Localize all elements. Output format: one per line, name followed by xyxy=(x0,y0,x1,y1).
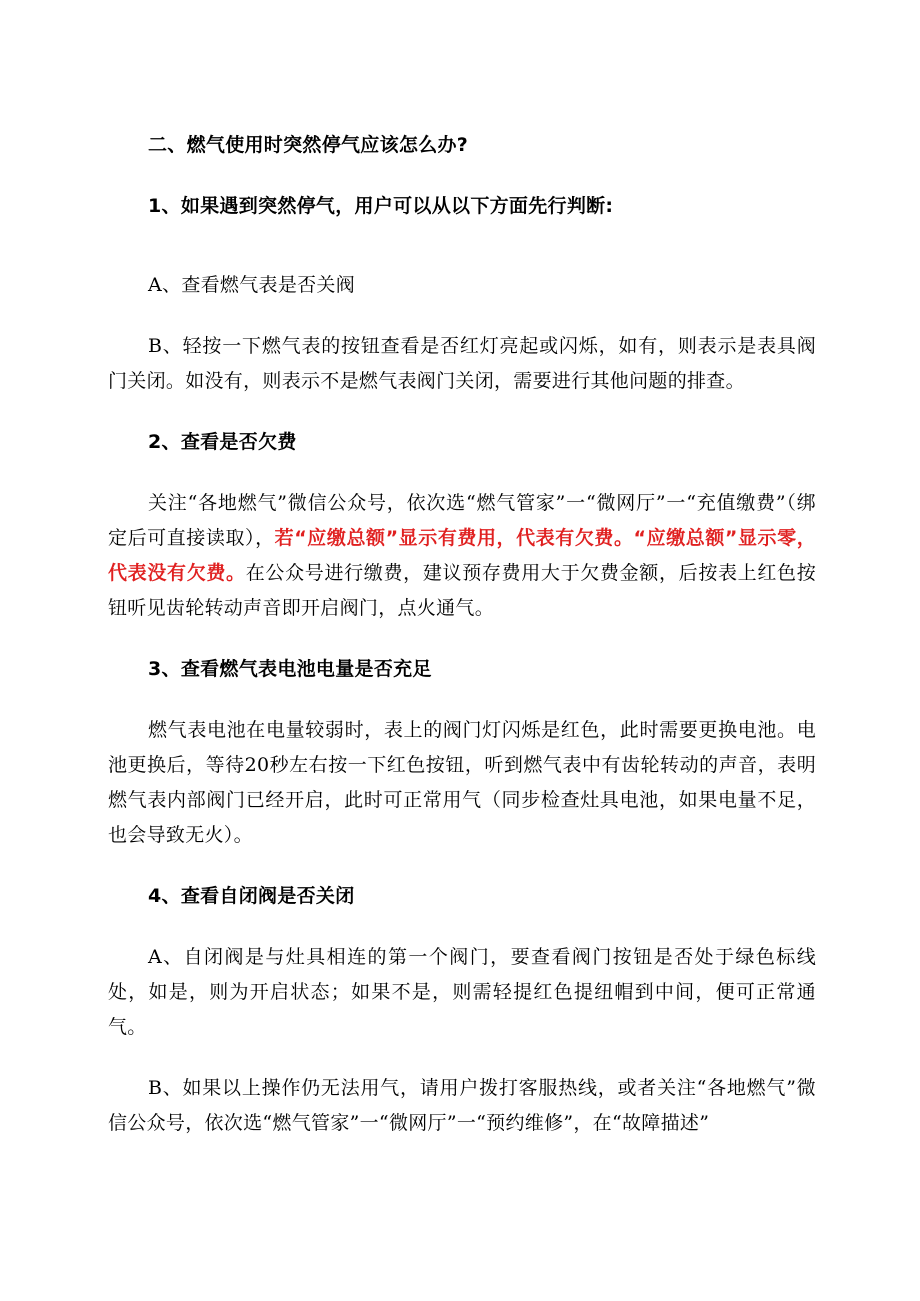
paragraph-2-text-start: 关注“各地燃气”微信公众号，依次选“燃气管家”一“微网厅”一“充值缴费”（绑定后可直接读取）， xyxy=(108,492,816,549)
subheading-4: 4、查看自闭阀是否关闭 xyxy=(148,885,355,907)
subheading-1: 1、如果遇到突然停气，用户可以从以下方面先行判断: xyxy=(148,195,614,217)
paragraph-1b: B、轻按一下燃气表的按钮查看是否红灯亮起或闪烁，如有，则表示是表具阀门关闭。如没有，则表示不是燃气表阀门关闭，需要进行其他问题的排查。 xyxy=(108,335,816,392)
section-heading: 二、燃气使用时突然停气应该怎么办? xyxy=(148,134,469,156)
document-body xyxy=(108,128,816,1167)
paragraph-2-text-end: 在公众号进行缴费，建议预存费用大于欠费金额，后按表上红色按钮听见齿轮转动声音即开启阀门，点火通气。 xyxy=(108,562,817,619)
paragraph-4a: A、自闭阀是与灶具相连的第一个阀门，要查看阀门按钮是否处于绿色标线处，如是，则为开启状态；如果不是，则需轻提红色提纽帽到中间，便可正常通气。 xyxy=(108,946,816,1038)
paragraph-3: 燃气表电池在电量较弱时，表上的阀门灯闪烁是红色，此时需要更换电池。电池更换后，等待20秒左右按一下红色按钮，听到燃气表中有齿轮转动的声音，表明燃气表内部阀门已经开启，此时可正常用气（同步检查灶具电池，如果电量不足，也会导致无火）。 xyxy=(108,719,816,846)
paragraph-4b: B、如果以上操作仍无法用气，请用户拨打客服热线，或者关注“各地燃气”微信公众号，依次选“燃气管家”一“微网厅”一“预约维修”，在“故障描述” xyxy=(108,1077,816,1134)
subheading-3: 3、查看燃气表电池电量是否充足 xyxy=(148,658,432,680)
paragraph-1a: A、查看燃气表是否关阀 xyxy=(148,274,356,296)
paragraph-2-highlight: 若“应缴总额”显示有费用，代表有欠费。“应缴总额”显示零，代表没有欠费。 xyxy=(108,527,816,584)
paragraph-2 xyxy=(108,486,816,626)
subheading-2: 2、查看是否欠费 xyxy=(148,431,297,453)
